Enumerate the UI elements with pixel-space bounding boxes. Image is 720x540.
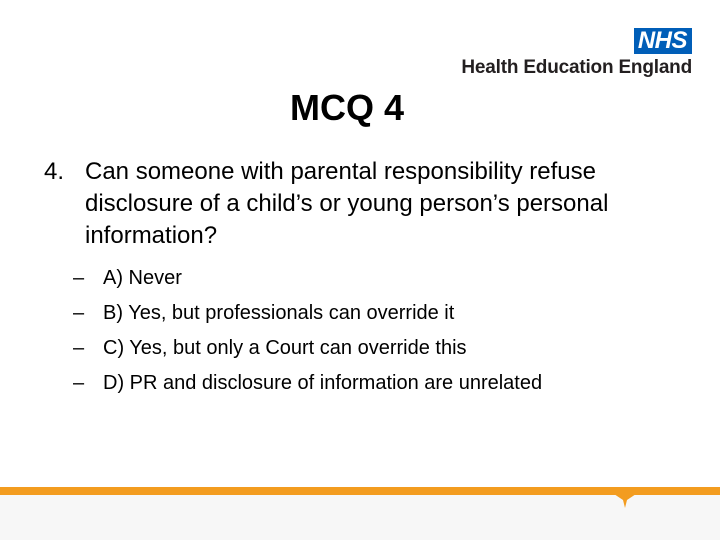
footer-background xyxy=(0,495,720,540)
answer-option-b xyxy=(73,296,542,331)
bullet-dash: – xyxy=(73,337,85,359)
answer-option-text: A) Never xyxy=(103,267,182,289)
bullet-dash: – xyxy=(73,372,85,394)
answer-option-text: B) Yes, but professionals can override it xyxy=(103,302,455,324)
question-number: 4. xyxy=(44,158,65,185)
answer-options xyxy=(73,261,542,401)
bullet-dash: – xyxy=(73,302,85,324)
answer-option-text: D) PR and disclosure of information are unrelated xyxy=(103,372,543,394)
answer-option-text: C) Yes, but only a Court can override this xyxy=(103,337,467,359)
bullet-dash: – xyxy=(73,267,85,289)
question xyxy=(44,156,684,252)
organisation-name: Health Education England xyxy=(461,57,692,78)
question-text: Can someone with parental responsibility refuse disclosure of a child’s or young person’s personal information? xyxy=(85,158,609,249)
footer-notch-shape xyxy=(614,494,636,508)
hee-logo xyxy=(461,28,692,79)
answer-option-d xyxy=(73,366,542,401)
nhs-logo-badge: NHS xyxy=(634,28,692,54)
footer-orange-band xyxy=(0,487,720,495)
slide-title: MCQ 4 xyxy=(290,87,405,128)
answer-option-a xyxy=(73,261,542,296)
answer-option-c xyxy=(73,331,542,366)
